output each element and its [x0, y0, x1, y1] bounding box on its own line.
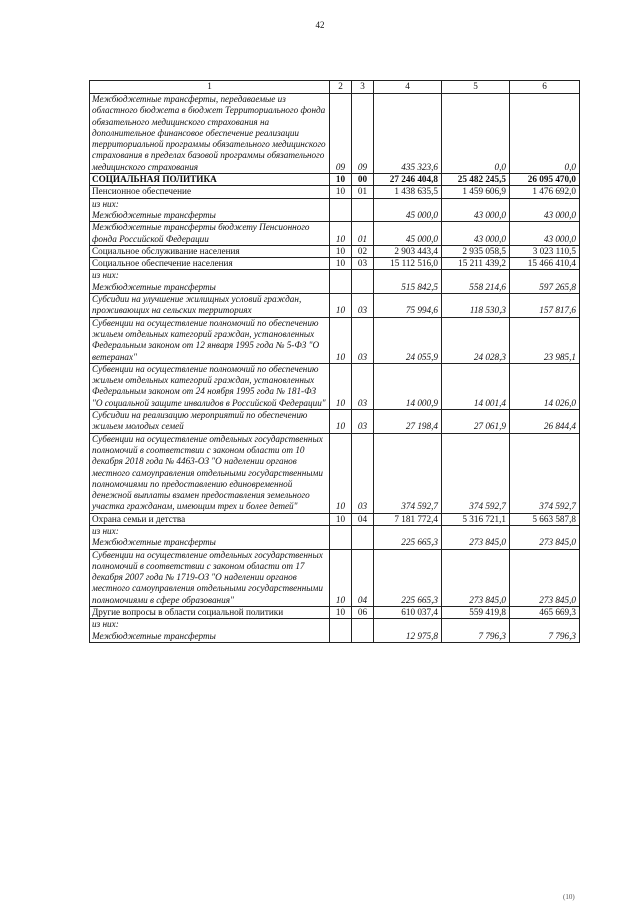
row-subsection-cell: 02 — [352, 245, 374, 257]
row-name-line: Межбюджетные трансферты — [92, 209, 216, 220]
header-cell: 5 — [442, 81, 510, 94]
row-value-cell: 610 037,4 — [374, 607, 442, 619]
table-row — [90, 525, 580, 549]
row-value-cell: 374 592,7 — [374, 433, 442, 513]
table-row — [90, 433, 580, 513]
row-value-cell: 1 459 606,9 — [442, 186, 510, 198]
row-value-cell: 5 316 721,1 — [442, 513, 510, 525]
row-value-cell: 1 476 692,0 — [510, 186, 580, 198]
row-value-cell: 43 000,0 — [510, 222, 580, 246]
row-name-line: Охрана семьи и детства — [92, 513, 186, 524]
row-section-cell: 10 — [330, 258, 352, 270]
table-row — [90, 198, 580, 222]
row-name-cell — [90, 294, 330, 318]
row-name-cell — [90, 258, 330, 270]
row-subsection-cell — [352, 270, 374, 294]
row-value-cell: 0,0 — [510, 94, 580, 174]
row-section-cell: 10 — [330, 433, 352, 513]
footer-mark: (10) — [563, 893, 575, 901]
table-row — [90, 245, 580, 257]
row-subsection-cell: 04 — [352, 549, 374, 606]
row-section-cell: 10 — [330, 549, 352, 606]
row-value-cell: 15 112 516,0 — [374, 258, 442, 270]
row-name-line: из них: — [92, 270, 119, 281]
table-row — [90, 186, 580, 198]
row-value-cell: 14 000,9 — [374, 363, 442, 409]
row-name-cell — [90, 607, 330, 619]
row-subsection-cell: 03 — [352, 258, 374, 270]
row-value-cell: 273 845,0 — [510, 549, 580, 606]
row-value-cell: 3 023 110,5 — [510, 245, 580, 257]
row-section-cell — [330, 619, 352, 643]
row-name-cell — [90, 410, 330, 434]
row-name-cell — [90, 198, 330, 222]
row-subsection-cell: 01 — [352, 186, 374, 198]
row-section-cell — [330, 525, 352, 549]
row-name-cell — [90, 317, 330, 363]
row-value-cell: 597 265,8 — [510, 270, 580, 294]
row-value-cell: 374 592,7 — [510, 433, 580, 513]
table-row — [90, 258, 580, 270]
row-name-line: Межбюджетные трансферты бюджету Пенсионного фонда Российской Федерации — [92, 222, 310, 244]
row-value-cell: 465 669,3 — [510, 607, 580, 619]
row-value-cell: 27 246 404,8 — [374, 174, 442, 186]
row-section-cell: 10 — [330, 294, 352, 318]
row-value-cell: 43 000,0 — [442, 222, 510, 246]
row-value-cell: 225 665,3 — [374, 549, 442, 606]
row-section-cell: 10 — [330, 607, 352, 619]
row-value-cell: 27 061,9 — [442, 410, 510, 434]
row-section-cell: 10 — [330, 410, 352, 434]
header-cell: 2 — [330, 81, 352, 94]
row-subsection-cell — [352, 619, 374, 643]
row-name-line: Другие вопросы в области социальной политики — [92, 607, 284, 618]
row-subsection-cell: 03 — [352, 317, 374, 363]
row-value-cell: 435 323,6 — [374, 94, 442, 174]
row-name-line: из них: — [92, 198, 119, 209]
row-value-cell: 118 530,3 — [442, 294, 510, 318]
row-value-cell: 273 845,0 — [442, 525, 510, 549]
table-body — [90, 81, 580, 643]
row-value-cell: 24 055,9 — [374, 317, 442, 363]
table-row — [90, 94, 580, 174]
table-row — [90, 222, 580, 246]
row-value-cell: 2 935 058,5 — [442, 245, 510, 257]
row-value-cell: 7 796,3 — [510, 619, 580, 643]
row-value-cell: 14 026,0 — [510, 363, 580, 409]
row-value-cell: 5 663 587,8 — [510, 513, 580, 525]
budget-table — [89, 80, 580, 643]
row-value-cell: 43 000,0 — [442, 198, 510, 222]
row-name-line: Социальное обслуживание населения — [92, 245, 240, 256]
row-value-cell: 2 903 443,4 — [374, 245, 442, 257]
row-section-cell: 10 — [330, 317, 352, 363]
row-value-cell: 515 842,5 — [374, 270, 442, 294]
row-value-cell: 26 844,4 — [510, 410, 580, 434]
row-subsection-cell: 03 — [352, 433, 374, 513]
row-name-cell — [90, 174, 330, 186]
row-name-line: Межбюджетные трансферты — [92, 537, 216, 548]
table-row — [90, 410, 580, 434]
table-row — [90, 513, 580, 525]
table-row — [90, 174, 580, 186]
row-name-cell — [90, 363, 330, 409]
row-value-cell: 12 975,8 — [374, 619, 442, 643]
row-section-cell: 10 — [330, 186, 352, 198]
row-subsection-cell: 09 — [352, 94, 374, 174]
row-value-cell: 273 845,0 — [442, 549, 510, 606]
row-name-cell — [90, 94, 330, 174]
header-cell: 6 — [510, 81, 580, 94]
table-row — [90, 607, 580, 619]
row-section-cell — [330, 270, 352, 294]
row-value-cell: 45 000,0 — [374, 198, 442, 222]
row-value-cell: 559 419,8 — [442, 607, 510, 619]
row-name-line: из них: — [92, 525, 119, 536]
header-row — [90, 81, 580, 94]
row-name-line: из них: — [92, 619, 119, 630]
row-name-line: Субсидии на реализацию мероприятий по обеспечению жильем молодых семей — [92, 410, 308, 432]
row-value-cell: 157 817,6 — [510, 294, 580, 318]
row-value-cell: 1 438 635,5 — [374, 186, 442, 198]
row-name-line: Субвенции на осуществление полномочий по обеспечению жильем отдельных категорий граждан, установленных Федеральным законом от 12 января 1995 года № 5-ФЗ "О ветеранах" — [92, 317, 320, 362]
row-name-line: Субвенции на осуществление полномочий по обеспечению жильем отдельных категорий граждан, установленных Федеральным законом от 24 ноября 1995 года № 181-ФЗ "О социальной защите инвалидов в Российской Федерации" — [92, 363, 326, 408]
row-section-cell: 10 — [330, 513, 352, 525]
row-subsection-cell: 03 — [352, 410, 374, 434]
table-row — [90, 619, 580, 643]
row-value-cell: 0,0 — [442, 94, 510, 174]
row-name-cell — [90, 549, 330, 606]
row-section-cell: 09 — [330, 94, 352, 174]
row-value-cell: 43 000,0 — [510, 198, 580, 222]
row-value-cell: 15 466 410,4 — [510, 258, 580, 270]
row-subsection-cell: 03 — [352, 363, 374, 409]
row-name-line: Субсидии на улучшение жилищных условий граждан, проживающих на сельских территориях — [92, 294, 302, 316]
row-subsection-cell: 06 — [352, 607, 374, 619]
row-name-cell — [90, 222, 330, 246]
row-value-cell: 7 796,3 — [442, 619, 510, 643]
header-cell: 4 — [374, 81, 442, 94]
row-name-line: Межбюджетные трансферты, передаваемые из областного бюджета в бюджет Территориального фонда обязательного медицинского страхования на дополнительное финансовое обеспечение реализации территориальной программы обязательного медицинского страхования в пределах базовой программы обязательного медицинского страхования — [92, 94, 326, 172]
row-section-cell: 10 — [330, 222, 352, 246]
header-cell: 3 — [352, 81, 374, 94]
row-name-cell — [90, 619, 330, 643]
row-name-line: Субвенции на осуществление отдельных государственных полномочий в соответствии с законом области от 10 декабря 2018 года № 4463-ОЗ "О наделении органов местного самоуправления отдельными государственными полномочиями по предоставлению единовременной денежной выплаты взамен предоставления земельного участка гражданам, имеющим трех и более детей" — [92, 433, 323, 512]
row-value-cell: 45 000,0 — [374, 222, 442, 246]
row-value-cell: 24 028,3 — [442, 317, 510, 363]
row-name-line: Пенсионное обеспечение — [92, 186, 192, 197]
row-name-cell — [90, 433, 330, 513]
table-row — [90, 317, 580, 363]
row-value-cell: 558 214,6 — [442, 270, 510, 294]
row-name-cell — [90, 513, 330, 525]
row-section-cell: 10 — [330, 174, 352, 186]
header-cell: 1 — [90, 81, 330, 94]
row-name-line: СОЦИАЛЬНАЯ ПОЛИТИКА — [92, 174, 217, 185]
row-value-cell: 25 482 245,5 — [442, 174, 510, 186]
row-section-cell: 10 — [330, 363, 352, 409]
row-value-cell: 75 994,6 — [374, 294, 442, 318]
row-value-cell: 14 001,4 — [442, 363, 510, 409]
row-value-cell: 23 985,1 — [510, 317, 580, 363]
row-subsection-cell: 04 — [352, 513, 374, 525]
table-row — [90, 294, 580, 318]
row-name-line: Социальное обеспечение населения — [92, 258, 233, 269]
row-section-cell — [330, 198, 352, 222]
row-value-cell: 273 845,0 — [510, 525, 580, 549]
table-row — [90, 270, 580, 294]
row-name-line: Субвенции на осуществление отдельных государственных полномочий в соответствии с законом области от 17 декабря 2007 года № 1719-ОЗ "О наделении органов местного самоуправления отдельными государственными полномочиями в сфере образования" — [92, 549, 323, 605]
row-subsection-cell: 00 — [352, 174, 374, 186]
row-value-cell: 374 592,7 — [442, 433, 510, 513]
row-name-cell — [90, 245, 330, 257]
row-value-cell: 225 665,3 — [374, 525, 442, 549]
row-subsection-cell — [352, 525, 374, 549]
page-number: 42 — [315, 20, 325, 30]
row-value-cell: 26 095 470,0 — [510, 174, 580, 186]
row-name-line: Межбюджетные трансферты — [92, 281, 216, 292]
table-row — [90, 363, 580, 409]
table-row — [90, 549, 580, 606]
row-name-cell — [90, 186, 330, 198]
row-section-cell: 10 — [330, 245, 352, 257]
row-name-cell — [90, 270, 330, 294]
row-value-cell: 27 198,4 — [374, 410, 442, 434]
row-value-cell: 7 181 772,4 — [374, 513, 442, 525]
row-subsection-cell: 03 — [352, 294, 374, 318]
row-name-line: Межбюджетные трансферты — [92, 630, 216, 641]
row-name-cell — [90, 525, 330, 549]
row-subsection-cell — [352, 198, 374, 222]
row-value-cell: 15 211 439,2 — [442, 258, 510, 270]
row-subsection-cell: 01 — [352, 222, 374, 246]
